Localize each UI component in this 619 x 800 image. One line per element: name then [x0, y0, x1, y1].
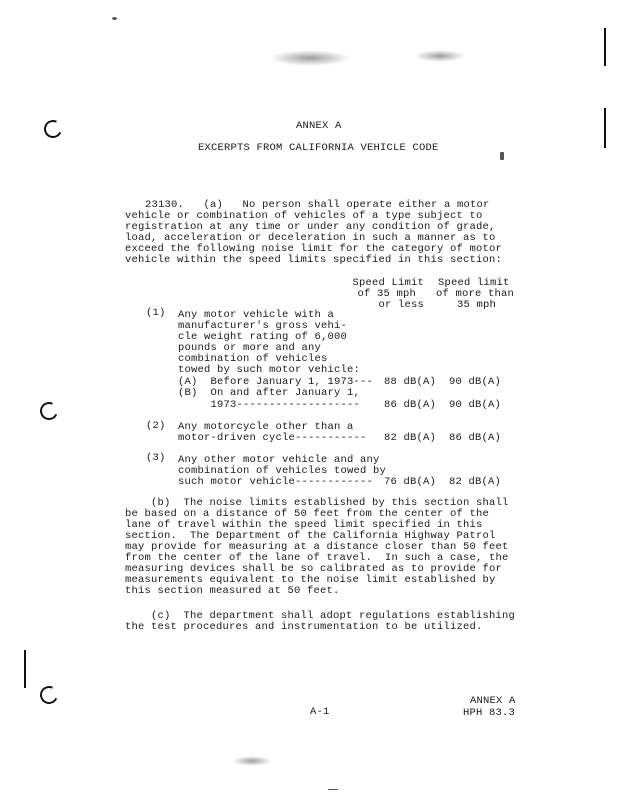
text-line: pounds or more and any — [178, 342, 322, 354]
text-line: load, acceleration or deceleration in such a manner as to — [125, 232, 496, 244]
scan-speck — [328, 789, 338, 790]
footer-annex: ANNEX A — [470, 695, 516, 707]
scan-edge-right — [604, 28, 606, 66]
text-line: Any motor vehicle with a — [178, 309, 335, 321]
text-line: measuring devices shall be so calibrated as to provide for — [125, 563, 503, 575]
text-line: be based on a distance of 50 feet from the center of the — [125, 508, 490, 520]
text-line: combination of vehicles towed by — [178, 465, 387, 477]
text-line: Any motorcycle other than a — [178, 421, 354, 433]
text-line: may provide for measuring at a distance closer than 50 feet — [125, 541, 509, 553]
column-header-line: Speed Limit — [352, 277, 424, 289]
text-line: registration at any time or under any condition of grade, — [125, 221, 496, 233]
text-line: motor-driven cycle----------- — [178, 432, 367, 444]
column-header-line: 35 mph — [457, 299, 497, 311]
scan-speck — [112, 17, 117, 20]
text-line: vehicle or combination of vehicles of a type subject to — [125, 210, 483, 222]
noise-limit-value: 82 dB(A) — [384, 432, 437, 444]
text-line: this section measured at 50 feet. — [125, 585, 340, 597]
noise-limit-value: 76 dB(A) — [384, 476, 437, 488]
punch-hole-icon — [41, 117, 64, 140]
column-header-line: Speed limit — [438, 277, 510, 289]
text-line: Any other motor vehicle and any — [178, 454, 380, 466]
footer-reference: HPH 83.3 — [463, 707, 516, 719]
text-line: lane of travel within the speed limit specified in this — [125, 519, 483, 531]
scan-edge-right-lower — [604, 108, 606, 148]
page-number: A-1 — [310, 706, 330, 718]
annex-title: ANNEX A — [296, 120, 342, 132]
punch-hole-icon — [37, 399, 60, 422]
scan-smudge — [415, 50, 465, 62]
text-line: 1973------------------- — [178, 399, 361, 411]
scan-edge-left — [24, 650, 26, 688]
text-line: (A) Before January 1, 1973--- — [178, 376, 374, 388]
scan-speck — [500, 152, 504, 160]
text-line: measurements equivalent to the noise limit established by — [125, 574, 496, 586]
text-line: combination of vehicles — [178, 353, 328, 365]
noise-limit-value: 90 dB(A) — [449, 376, 502, 388]
noise-limit-value: 88 dB(A) — [384, 376, 437, 388]
noise-limit-value: 82 dB(A) — [449, 476, 502, 488]
noise-limit-value: 86 dB(A) — [449, 432, 502, 444]
text-line: (b) The noise limits established by this section shall — [125, 497, 509, 509]
column-header-line: of 35 mph — [357, 288, 416, 300]
text-line: section. The Department of the California Highway Patrol — [125, 530, 496, 542]
text-line: towed by such motor vehicle: — [178, 364, 361, 376]
noise-limit-value: 90 dB(A) — [449, 399, 502, 411]
text-line: 23130. (a) No person shall operate either a motor — [145, 199, 490, 211]
page-title: EXCERPTS FROM CALIFORNIA VEHICLE CODE — [198, 142, 439, 154]
text-line: (B) On and after January 1, — [178, 387, 361, 399]
scan-smudge — [270, 50, 350, 66]
text-line: manufacturer's gross vehi- — [178, 320, 348, 332]
text-line: such motor vehicle------------ — [178, 476, 374, 488]
text-line: vehicle within the speed limits specified in this section: — [125, 254, 503, 266]
text-line: (c) The department shall adopt regulations establishing — [125, 610, 516, 622]
item-number: (2) — [146, 420, 166, 432]
column-header-line: or less — [378, 299, 424, 311]
text-line: cle weight rating of 6,000 — [178, 331, 348, 343]
item-number: (3) — [146, 452, 166, 464]
item-number: (1) — [146, 307, 166, 319]
text-line: from the center of the lane of travel. In such a case, the — [125, 552, 509, 564]
noise-limit-value: 86 dB(A) — [384, 399, 437, 411]
text-line: exceed the following noise limit for the category of motor — [125, 243, 503, 255]
scan-smudge — [232, 756, 272, 766]
punch-hole-icon — [37, 683, 60, 706]
column-header-line: of more than — [436, 288, 515, 300]
text-line: the test procedures and instrumentation to be utilized. — [125, 621, 483, 633]
